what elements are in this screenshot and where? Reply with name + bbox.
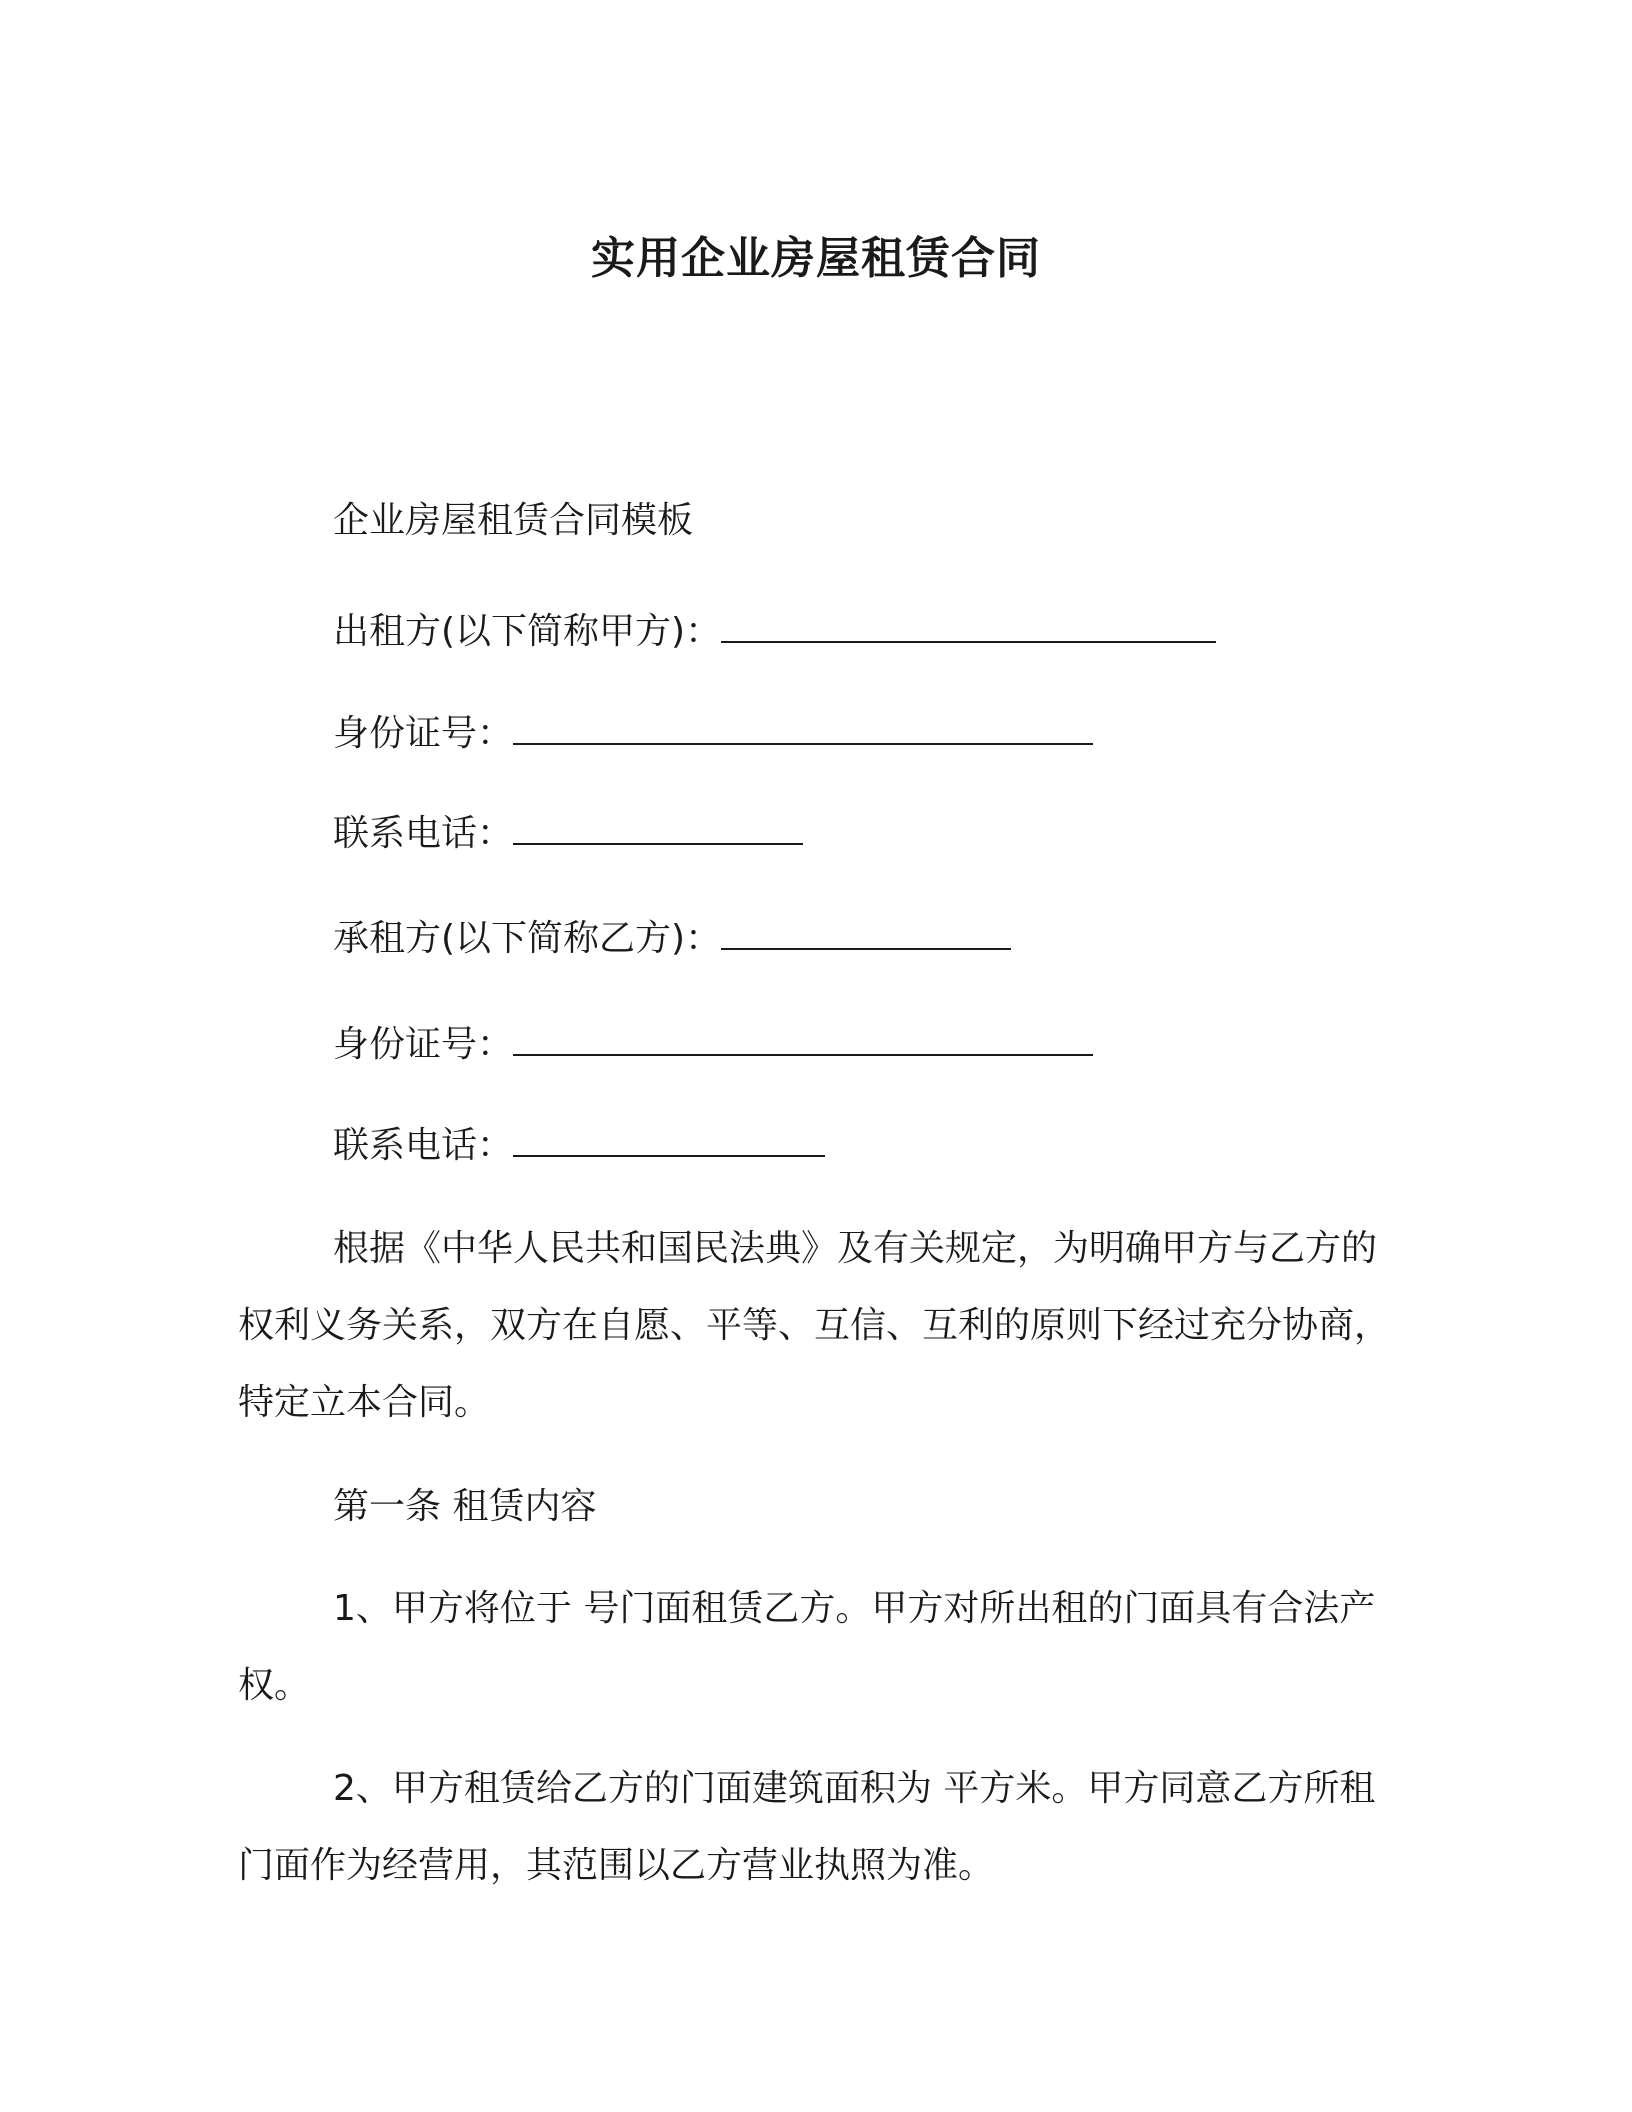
lessee-id-field xyxy=(333,1016,1093,1067)
lessor-field xyxy=(333,603,1216,654)
lessor-id-field xyxy=(333,705,1093,756)
lessee-phone-field xyxy=(333,1117,825,1168)
lessor-phone-label: 联系电话： xyxy=(333,813,514,854)
lessee-label: 承租方(以下简称乙方)： xyxy=(333,918,722,959)
article-1-heading: 第一条 租赁内容 xyxy=(333,1486,597,1527)
lessee-phone-blank xyxy=(513,1125,825,1157)
clause-1-paragraph: 1、甲方将位于 号门面租赁乙方。甲方对所出租的门面具有合法产权。 xyxy=(238,1588,1376,1706)
lessor-label: 出租方(以下简称甲方)： xyxy=(333,611,722,652)
lessor-phone-blank xyxy=(513,813,803,845)
lessor-blank xyxy=(721,611,1216,643)
document-subtitle: 企业房屋租赁合同模板 xyxy=(333,500,694,541)
lessee-field xyxy=(333,910,1011,961)
preamble-paragraph: 根据《中华人民共和国民法典》及有关规定，为明确甲方与乙方的权利义务关系，双方在自愿、平等、互信、互利的原则下经过充分协商，特定立本合同。 xyxy=(238,1228,1391,1423)
lessee-phone-label: 联系电话： xyxy=(333,1125,514,1166)
lessee-id-blank xyxy=(513,1024,1093,1056)
lessor-id-blank xyxy=(513,713,1093,745)
page-title: 实用企业房屋租赁合同 xyxy=(591,233,1041,284)
lessor-phone-field xyxy=(333,805,803,856)
lessee-id-label: 身份证号： xyxy=(333,1024,514,1065)
lessor-id-label: 身份证号： xyxy=(333,713,514,754)
lessee-blank xyxy=(721,918,1011,950)
clause-2-paragraph: 2、甲方租赁给乙方的门面建筑面积为 平方米。甲方同意乙方所租门面作为经营用，其范围以乙方营业执照为准。 xyxy=(238,1768,1376,1886)
